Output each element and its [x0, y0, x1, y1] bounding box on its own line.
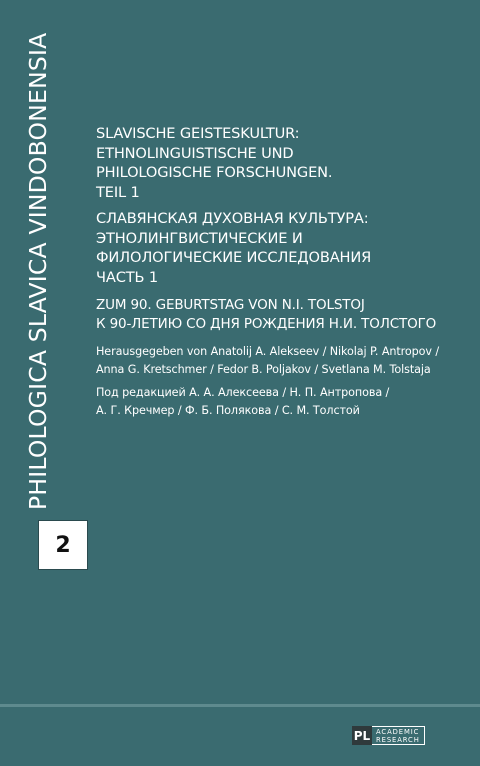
title-ru-line: ЭТНОЛИНГВИСТИЧЕСКИЕ И: [96, 229, 303, 247]
dedication-line: К 90-ЛЕТИЮ СО ДНЯ РОЖДЕНИЯ Н.И. ТОЛСТОГО: [96, 316, 437, 332]
publisher-name-line2: RESEARCH: [376, 736, 420, 744]
bottom-divider: [0, 704, 480, 707]
title-german: [96, 124, 466, 202]
title-ru-line: ФИЛОЛОГИЧЕСКИЕ ИССЛЕДОВАНИЯ: [96, 249, 372, 266]
editors-de-line: Herausgegeben von Anatolij A. Alekseev / Nikolaj P. Antropov /: [96, 345, 440, 358]
publisher-logo: [352, 726, 425, 745]
editors-german: [96, 343, 466, 378]
title-ru-line: ЧАСТЬ 1: [96, 268, 158, 286]
title-de-line: ETHNOLINGUISTISCHE UND: [96, 144, 294, 162]
publisher-name-line1: ACADEMIC: [376, 728, 420, 736]
volume-number-box: [38, 520, 88, 570]
cover-content: [96, 124, 466, 419]
editors-russian: [96, 384, 466, 419]
dedication: [96, 296, 466, 334]
dedication-line: ZUM 90. GEBURTSTAG VON N.I. TOLSTOJ: [96, 297, 365, 313]
title-de-line: PHILOLOGISCHE FORSCHUNGEN.: [96, 164, 333, 181]
publisher-name: [372, 726, 425, 745]
editors-de-line: Anna G. Kretschmer / Fedor B. Poljakov / Svetlana M. Tolstaja: [96, 362, 431, 376]
editors-ru-line: Под редакцией А. А. Алексеева / Н. П. Антропова /: [96, 386, 390, 399]
publisher-mark: PL: [352, 726, 372, 745]
title-ru-line: СЛАВЯНСКАЯ ДУХОВНАЯ КУЛЬТУРА:: [96, 210, 369, 227]
series-title: PHILOLOGICA SLAVICA VINDOBONENSIA: [24, 32, 52, 510]
title-russian: [96, 209, 466, 287]
title-de-line: SLAVISCHE GEISTESKULTUR:: [96, 125, 300, 142]
title-de-line: TEIL 1: [96, 183, 140, 201]
volume-number: 2: [55, 532, 71, 558]
editors-ru-line: А. Г. Кречмер / Ф. Б. Полякова / С. М. Толстой: [96, 403, 360, 417]
